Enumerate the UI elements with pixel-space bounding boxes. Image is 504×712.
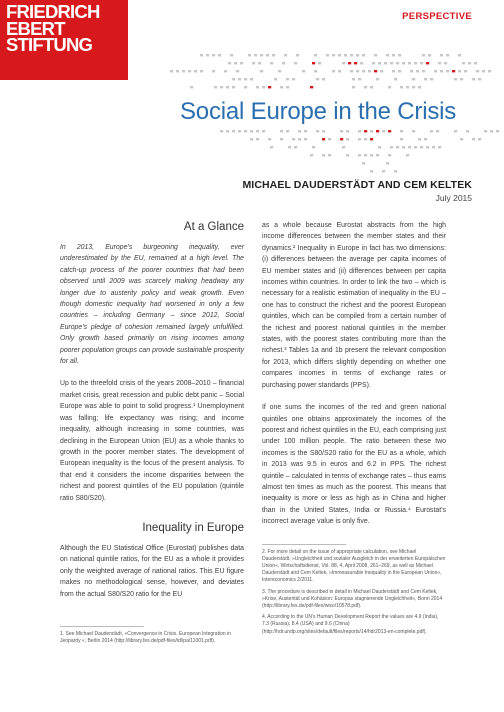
map-dot <box>244 86 247 88</box>
body-paragraph: Up to the threefold crisis of the years 2008–2010 – financial market crisis, great recession and public debt panic – Social Europe was able to point to solid progress.¹ Unemployment was falling; life expectancy was rising; and income inequality, although increasing in some countries, was declining in the European Union (EU) as a whole thanks to growth in the poorer member states. The development of European inequality is the focus of the present analysis. To that end it considers the income disparities between the richest and poorest quintiles of the EU population (quintile ratio S80/S20). <box>60 380 244 502</box>
map-dot <box>272 54 275 56</box>
map-dot <box>388 86 391 88</box>
map-dot <box>414 62 417 64</box>
map-dot <box>362 54 365 56</box>
map-dot <box>302 70 305 72</box>
map-dot <box>460 138 463 140</box>
map-dot <box>322 130 325 132</box>
map-dot <box>342 146 345 148</box>
map-dot <box>426 146 429 148</box>
map-dot <box>390 62 393 64</box>
map-dot <box>280 130 283 132</box>
footnote-4: 4. According to the UN’s Human Development Report the values are 4.9 (India), 7.3 (Russia), 8.4 (USA) and 9.6 (China) (http://hdr.undp.org/sites/default/files/reports/14/hdr2013-en-complete.pdf). <box>262 614 439 635</box>
map-dot <box>226 86 229 88</box>
map-dot <box>286 130 289 132</box>
map-dot <box>412 86 415 88</box>
map-dot <box>238 130 241 132</box>
map-dot <box>274 78 277 80</box>
map-dot <box>176 70 179 72</box>
map-dot <box>212 54 215 56</box>
map-dot <box>358 130 361 132</box>
map-dot <box>386 54 389 56</box>
map-dot <box>260 54 263 56</box>
map-dot <box>284 54 287 56</box>
map-dot <box>408 146 411 148</box>
map-dot <box>458 70 461 72</box>
map-dot <box>228 62 231 64</box>
map-dot <box>420 146 423 148</box>
map-dot <box>454 78 457 80</box>
map-dot <box>402 62 405 64</box>
map-dot <box>200 70 203 72</box>
map-dot <box>250 78 253 80</box>
map-dot <box>278 70 281 72</box>
map-dot <box>352 86 355 88</box>
map-dot <box>372 62 375 64</box>
map-dot <box>226 130 229 132</box>
map-dot <box>266 54 269 56</box>
map-dot <box>358 138 361 140</box>
map-dot <box>212 70 215 72</box>
map-dot <box>400 86 403 88</box>
map-dot <box>346 154 349 156</box>
logo-wordmark <box>6 1 100 55</box>
map-dot <box>478 78 481 80</box>
map-dot <box>416 70 419 72</box>
map-dot <box>270 62 273 64</box>
map-dot <box>292 78 295 80</box>
map-dot <box>462 62 465 64</box>
map-dot <box>440 70 443 72</box>
map-dot <box>464 70 467 72</box>
map-dot <box>188 70 191 72</box>
section-heading-at-a-glance: At a Glance <box>183 221 244 233</box>
map-dot <box>412 130 415 132</box>
map-dot <box>294 146 297 148</box>
map-dot <box>446 54 449 56</box>
footnote-2: 2. For more detail on the issue of appropriate calculation, see Michael Dauderstädt, »Ungleichheit und sozialer Ausgleich in der erweiterten Europäischen Union«, Wirtschaftsdienst, Vol. 88, 4, April 2008, 261–269, as well as Michael Dauderstädt and Cem Keltek, »Immeasurable Inequality in the European Union«, Intereconomics 2/2011. <box>262 548 446 584</box>
map-dot <box>396 62 399 64</box>
map-dot <box>396 146 399 148</box>
map-dot <box>374 70 377 72</box>
map-dot <box>328 138 331 140</box>
map-dot <box>258 62 261 64</box>
map-dot <box>376 130 379 132</box>
map-dot <box>474 62 477 64</box>
map-dot <box>314 54 317 56</box>
map-dot <box>182 70 185 72</box>
map-dot <box>260 70 263 72</box>
map-dot <box>402 146 405 148</box>
map-dot <box>248 54 251 56</box>
map-dot <box>452 70 455 72</box>
map-dot <box>412 78 415 80</box>
map-dot <box>238 78 241 80</box>
map-dot <box>454 130 457 132</box>
map-dot <box>386 162 389 164</box>
map-dot <box>232 130 235 132</box>
map-dot <box>364 138 367 140</box>
map-dot <box>218 54 221 56</box>
map-dot <box>458 54 461 56</box>
map-dot <box>262 86 265 88</box>
map-dot <box>414 146 417 148</box>
map-dot <box>240 62 243 64</box>
map-dot <box>224 70 227 72</box>
map-dot <box>398 70 401 72</box>
map-dot <box>322 78 325 80</box>
map-dot <box>286 86 289 88</box>
map-dot <box>360 62 363 64</box>
body-paragraph: Although the EU Statistical Office (Eurostat) publishes data on national quintile ratios, for the EU as a whole it provides only the weighted average of national ratios. This EU figure makes no methodological sense, however, and deviates from the actual S80/S20 ratio for the EU <box>60 544 244 598</box>
map-dot <box>472 138 475 140</box>
map-dot <box>326 54 329 56</box>
authors: MICHAEL DAUDERSTÄDT AND CEM KELTEK <box>242 179 472 191</box>
map-dot <box>364 154 367 156</box>
map-dot <box>374 54 377 56</box>
map-dot <box>484 130 487 132</box>
map-dot <box>298 130 301 132</box>
map-dot <box>440 54 443 56</box>
map-dot <box>370 86 373 88</box>
map-dot <box>376 154 379 156</box>
map-dot <box>252 62 255 64</box>
map-dot <box>394 78 397 80</box>
footnote-rule <box>60 626 144 627</box>
map-dot <box>328 154 331 156</box>
map-dot <box>398 54 401 56</box>
map-dot <box>332 70 335 72</box>
map-dot <box>370 130 373 132</box>
map-dot <box>310 86 313 88</box>
map-dot <box>422 70 425 72</box>
map-dot <box>388 154 391 156</box>
map-dot <box>388 130 391 132</box>
logo-line: FRIEDRICH <box>6 1 100 22</box>
map-dot <box>346 130 349 132</box>
map-dot <box>338 70 341 72</box>
map-dot <box>428 54 431 56</box>
map-dot <box>296 54 299 56</box>
map-dot <box>446 70 449 72</box>
map-dot <box>406 86 409 88</box>
map-dot <box>316 78 319 80</box>
left-column <box>60 220 244 645</box>
map-dot <box>350 70 353 72</box>
map-dot <box>340 130 343 132</box>
map-dot <box>304 130 307 132</box>
footnote-3: 3. The procedure is described in detail in Michael Dauderstädt and Cem Keltek, »Krise, Austerität und Kohäsion: Europas stagnierende Ungleichheit«, Bonn 2014 (http://library.fes.de/pdf-files/wiso/10578.pdf). <box>262 588 443 609</box>
map-dot <box>434 70 437 72</box>
map-dot <box>354 62 357 64</box>
map-dot <box>426 62 429 64</box>
map-dot <box>370 138 373 140</box>
map-dot <box>438 146 441 148</box>
map-dot <box>200 54 203 56</box>
map-dot <box>424 138 427 140</box>
map-dot <box>410 70 413 72</box>
map-dot <box>194 70 197 72</box>
map-dot <box>378 146 381 148</box>
map-dot <box>364 130 367 132</box>
map-dot <box>376 78 379 80</box>
map-dot <box>488 70 491 72</box>
section-heading-inequality: Inequality in Europe <box>142 521 244 534</box>
map-dot <box>270 146 273 148</box>
publication-date: July 2015 <box>435 193 472 203</box>
map-dot <box>356 70 359 72</box>
map-dot <box>418 86 421 88</box>
map-dot <box>390 146 393 148</box>
map-dot <box>438 62 441 64</box>
fes-logo <box>0 0 128 80</box>
map-dot <box>392 54 395 56</box>
map-dot <box>382 170 385 172</box>
map-dot <box>332 54 335 56</box>
map-dot <box>232 78 235 80</box>
map-dot <box>314 70 317 72</box>
map-dot <box>312 146 315 148</box>
map-dot <box>364 86 367 88</box>
map-dot <box>342 62 345 64</box>
map-dot <box>490 130 493 132</box>
map-dot <box>476 70 479 72</box>
map-dot <box>322 154 325 156</box>
map-dot <box>424 78 427 80</box>
map-dot <box>230 54 233 56</box>
map-dot <box>316 130 319 132</box>
map-dot <box>338 54 341 56</box>
intro-summary: In 2013, Europe’s burgeoning inequality, ever underestimated by the EU, remained at a high level. The catch-up process of the poorer countries that had been observed until 2009 was scarcely making headway any longer due to austerity policy and weak growth. Even though domestic inequality had worsened in only a few countries – including Germany – since 2012, Social Europe’s pledge of cohesion remained largely unfulfilled. Only growth based primarily on rising incomes among poorer population groups can provide sustainable prosperity for all. <box>60 244 244 366</box>
map-dot <box>362 162 365 164</box>
map-dot <box>190 86 193 88</box>
map-dot <box>356 54 359 56</box>
map-dot <box>286 78 289 80</box>
map-dot <box>370 154 373 156</box>
map-dot <box>256 138 259 140</box>
map-dot <box>478 138 481 140</box>
map-dot <box>406 154 409 156</box>
map-dot <box>244 78 247 80</box>
map-dot <box>382 130 385 132</box>
map-dot <box>170 70 173 72</box>
map-dot <box>394 170 397 172</box>
map-dot <box>282 62 285 64</box>
map-dot <box>256 86 259 88</box>
map-dot <box>432 146 435 148</box>
map-dot <box>430 78 433 80</box>
footnote-rule <box>262 544 346 545</box>
map-dot <box>436 130 439 132</box>
map-dot <box>392 70 395 72</box>
map-dot <box>350 54 353 56</box>
map-dot <box>444 62 447 64</box>
map-dot <box>400 138 403 140</box>
map-dot <box>214 86 217 88</box>
map-dot <box>254 54 257 56</box>
map-dot <box>422 54 425 56</box>
map-dot <box>358 154 361 156</box>
logo-line: STIFTUNG <box>6 34 93 55</box>
map-dot <box>234 62 237 64</box>
map-dot <box>318 62 321 64</box>
map-dot <box>420 62 423 64</box>
map-dot <box>236 70 239 72</box>
map-dot <box>408 62 411 64</box>
map-dot <box>256 130 259 132</box>
map-dot <box>322 138 325 140</box>
map-dot <box>244 130 247 132</box>
right-column <box>262 220 446 636</box>
map-dot <box>418 138 421 140</box>
map-dot <box>362 70 365 72</box>
map-dot <box>220 130 223 132</box>
map-dot <box>292 138 295 140</box>
map-dot <box>206 54 209 56</box>
footnote-1: 1. See Michael Dauderstädt, »Convergence in Crisis. European Integration in Jeopardy «, Berlin 2014 (http://library.fes.de/pdf-files/id/ipa/11001.pdf). <box>60 630 231 645</box>
map-dot <box>482 70 485 72</box>
logo-line: EBERT <box>6 17 65 39</box>
map-dot <box>468 62 471 64</box>
map-dot <box>496 130 499 132</box>
map-dot <box>380 70 383 72</box>
map-dot <box>250 130 253 132</box>
series-tag: PERSPECTIVE <box>402 11 472 22</box>
map-dot <box>288 146 291 148</box>
map-dot <box>268 138 271 140</box>
map-dot <box>280 138 283 140</box>
map-dot <box>346 138 349 140</box>
map-dot <box>384 62 387 64</box>
map-dot <box>378 62 381 64</box>
map-dot <box>460 78 463 80</box>
map-dot <box>348 62 351 64</box>
map-dot <box>280 86 283 88</box>
map-dot <box>340 138 343 140</box>
map-dot <box>310 154 313 156</box>
map-dot <box>250 138 253 140</box>
map-dot <box>358 78 361 80</box>
map-dot <box>344 54 347 56</box>
map-dot <box>268 86 271 88</box>
page-title: Social Europe in the Crisis <box>180 98 457 125</box>
map-dot <box>232 86 235 88</box>
map-dot <box>312 62 315 64</box>
map-dot <box>466 130 469 132</box>
map-dot <box>298 138 301 140</box>
map-dot <box>370 170 373 172</box>
body-paragraph: as a whole because Eurostat abstracts from the high income differences between the member states and their dynamics.² Inequality in Europe in fact has two dimensions: (i) differences between the average per capita incomes of EU member states and (ii) differences between per capita incomes within countries. In order to link the two – which is necessary for a realistic estimation of inequality in the EU – one has to construct the richest and the poorest European quintiles, which can be compiled from a certain number of the richest and poorest national quintiles in the member states, with the poorest states contributing more than the richest.³ Tables 1a and 1b present the relevant composition for 2013, which differs slightly depending on whether one compares incomes in terms of exchange rates or purchasing power standards (PPS). <box>262 222 446 389</box>
map-dot <box>472 78 475 80</box>
map-dot <box>294 62 297 64</box>
map-dot <box>304 138 307 140</box>
map-dot <box>352 78 355 80</box>
map-dot <box>400 130 403 132</box>
map-dot <box>368 70 371 72</box>
body-paragraph: If one sums the incomes of the red and green national quintiles one obtains approximately the incomes of the poorest and richest quintiles in the EU, each comprising just under 100 million people. The ratio between these two incomes is the S80/S20 ratio for the EU as a whole, which in 2013 was 9.5 in euros and 6.2 in PPS. The richest quintile – calculated in terms of exchange rates – thus earns almost ten times as much as the poorest. This means that inequality is more or less as high as in China and higher than in the United States, India or Russia.⁴ Eurostat’s incorrect average value is only five. <box>262 404 446 526</box>
map-dot <box>430 130 433 132</box>
map-dot <box>220 86 223 88</box>
map-dot <box>262 130 265 132</box>
